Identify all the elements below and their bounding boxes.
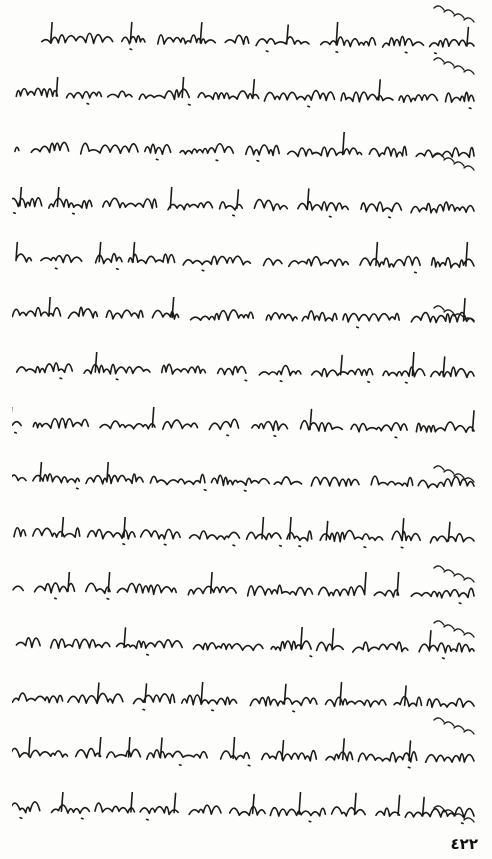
script-strokes <box>12 77 478 113</box>
script-strokes <box>12 297 478 333</box>
script-strokes <box>12 352 478 388</box>
margin-annotation <box>430 615 476 645</box>
manuscript-line <box>12 627 478 663</box>
script-strokes <box>12 462 478 498</box>
script-strokes <box>12 517 478 553</box>
script-strokes <box>12 572 478 608</box>
script-strokes <box>12 737 478 773</box>
manuscript-line <box>12 297 478 333</box>
script-strokes <box>12 132 478 168</box>
manuscript-line <box>12 187 478 223</box>
margin-annotation <box>430 300 476 330</box>
margin-annotation <box>430 712 476 742</box>
script-strokes <box>12 627 478 663</box>
margin-annotation <box>430 460 476 490</box>
page-number: ٤٢٢ <box>450 835 478 853</box>
margin-annotation <box>430 560 476 590</box>
manuscript-line <box>12 572 478 608</box>
margin-annotation <box>430 800 476 830</box>
manuscript-line <box>12 737 478 773</box>
manuscript-line <box>12 132 478 168</box>
manuscript-line <box>12 682 478 718</box>
script-strokes <box>12 22 478 58</box>
margin-annotation <box>430 148 476 178</box>
margin-annotation <box>430 0 476 30</box>
manuscript-line <box>12 22 478 58</box>
manuscript-line <box>12 792 478 828</box>
manuscript-line <box>12 242 478 278</box>
script-strokes <box>12 682 478 718</box>
script-strokes <box>12 792 478 828</box>
manuscript-line <box>12 407 478 443</box>
manuscript-line <box>12 352 478 388</box>
handwritten-text-block <box>12 0 478 833</box>
manuscript-line <box>12 517 478 553</box>
script-strokes <box>12 187 478 223</box>
manuscript-line <box>12 462 478 498</box>
manuscript-line <box>12 77 478 113</box>
margin-annotation <box>430 52 476 82</box>
script-strokes <box>12 242 478 278</box>
script-strokes <box>12 407 478 443</box>
